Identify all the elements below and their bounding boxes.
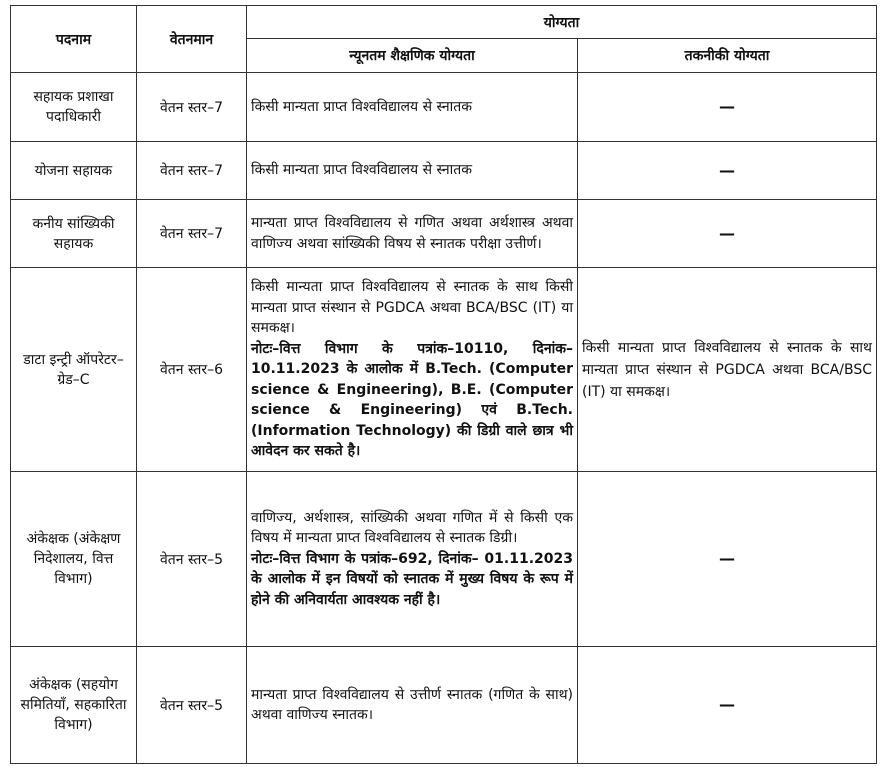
pay-cell: वेतन स्तर–7: [137, 73, 247, 142]
education-text: किसी मान्यता प्राप्त विश्वविद्यालय से स्नातक: [251, 98, 473, 115]
technical-cell: —: [578, 142, 877, 200]
education-cell: [247, 200, 578, 268]
education-text: मान्यता प्राप्त विश्वविद्यालय से उत्तीर्ण स्नातक (गणित के साथ) अथवा वाणिज्य स्नातक।: [251, 686, 573, 723]
post-cell: अंकेक्षक (अंकेक्षण निदेशालय, वित्त विभाग): [11, 472, 137, 647]
header-row-top: [11, 6, 877, 39]
education-cell: [247, 73, 578, 142]
header-technical: तकनीकी योग्यता: [578, 39, 877, 73]
pay-cell: वेतन स्तर–7: [137, 200, 247, 268]
technical-cell: —: [578, 73, 877, 142]
education-note: नोटः–वित्त विभाग के पत्रांक–692, दिनांक– 01.11.2023 के आलोक में इन विषयों को स्नातक में मुख्य विषय के रूप में होने की अनिवार्यता आवश्यक नहीं है।: [251, 550, 573, 608]
pay-cell: वेतन स्तर–5: [137, 647, 247, 764]
table-row: [11, 200, 877, 268]
qualification-table: [10, 5, 877, 764]
education-text: किसी मान्यता प्राप्त विश्वविद्यालय से स्नातक के साथ किसी मान्यता प्राप्त संस्थान से PGDCA अथवा BCA/BSC (IT) या समकक्ष।: [251, 279, 573, 337]
header-post: पदनाम: [11, 6, 137, 73]
post-cell: डाटा इन्ट्री ऑपरेटर– ग्रेड–C: [11, 268, 137, 472]
education-text: मान्यता प्राप्त विश्वविद्यालय से गणित अथवा अर्थशास्त्र अथवा वाणिज्य अथवा सांख्यिकी विषय से स्नातक परीक्षा उत्तीर्ण।: [251, 215, 573, 252]
education-cell: [247, 647, 578, 764]
header-pay-scale: वेतनमान: [137, 6, 247, 73]
technical-cell: —: [578, 647, 877, 764]
header-qualification: योग्यता: [247, 6, 877, 39]
education-text: वाणिज्य, अर्थशास्त्र, सांख्यिकी अथवा गणित में से किसी एक विषय में मान्यता प्राप्त विश्वविद्यालय से स्नातक डिग्री।: [251, 509, 573, 547]
technical-cell: किसी मान्यता प्राप्त विश्वविद्यालय से स्नातक के साथ मान्यता प्राप्त संस्थान से PGDCA अथवा BCA/BSC (IT) या समकक्ष।: [578, 268, 877, 472]
pay-cell: वेतन स्तर–7: [137, 142, 247, 200]
table-row: [11, 73, 877, 142]
table-row: [11, 268, 877, 472]
header-min-education: न्यूनतम शैक्षणिक योग्यता: [247, 39, 578, 73]
technical-cell: —: [578, 200, 877, 268]
table-row: [11, 647, 877, 764]
table-row: [11, 472, 877, 647]
education-note: नोटः–वित्त विभाग के पत्रांक–10110, दिनांक–10.11.2023 के आलोक में B.Tech. (Computer science & Engineering), B.E. (Computer science & Engineering) एवं B.Tech. (Information Technology) की डिग्री वाले छात्र भी आवेदन कर सकते है।: [251, 340, 573, 460]
technical-cell: —: [578, 472, 877, 647]
education-cell: [247, 472, 578, 647]
post-cell: योजना सहायक: [11, 142, 137, 200]
post-cell: अंकेक्षक (सहयोग समितियाँ, सहकारिता विभाग): [11, 647, 137, 764]
pay-cell: वेतन स्तर–5: [137, 472, 247, 647]
education-cell: [247, 268, 578, 472]
education-cell: [247, 142, 578, 200]
post-cell: सहायक प्रशाखा पदाधिकारी: [11, 73, 137, 142]
table-row: [11, 142, 877, 200]
pay-cell: वेतन स्तर–6: [137, 268, 247, 472]
post-cell: कनीय सांख्यिकी सहायक: [11, 200, 137, 268]
education-text: किसी मान्यता प्राप्त विश्वविद्यालय से स्नातक: [251, 162, 473, 179]
